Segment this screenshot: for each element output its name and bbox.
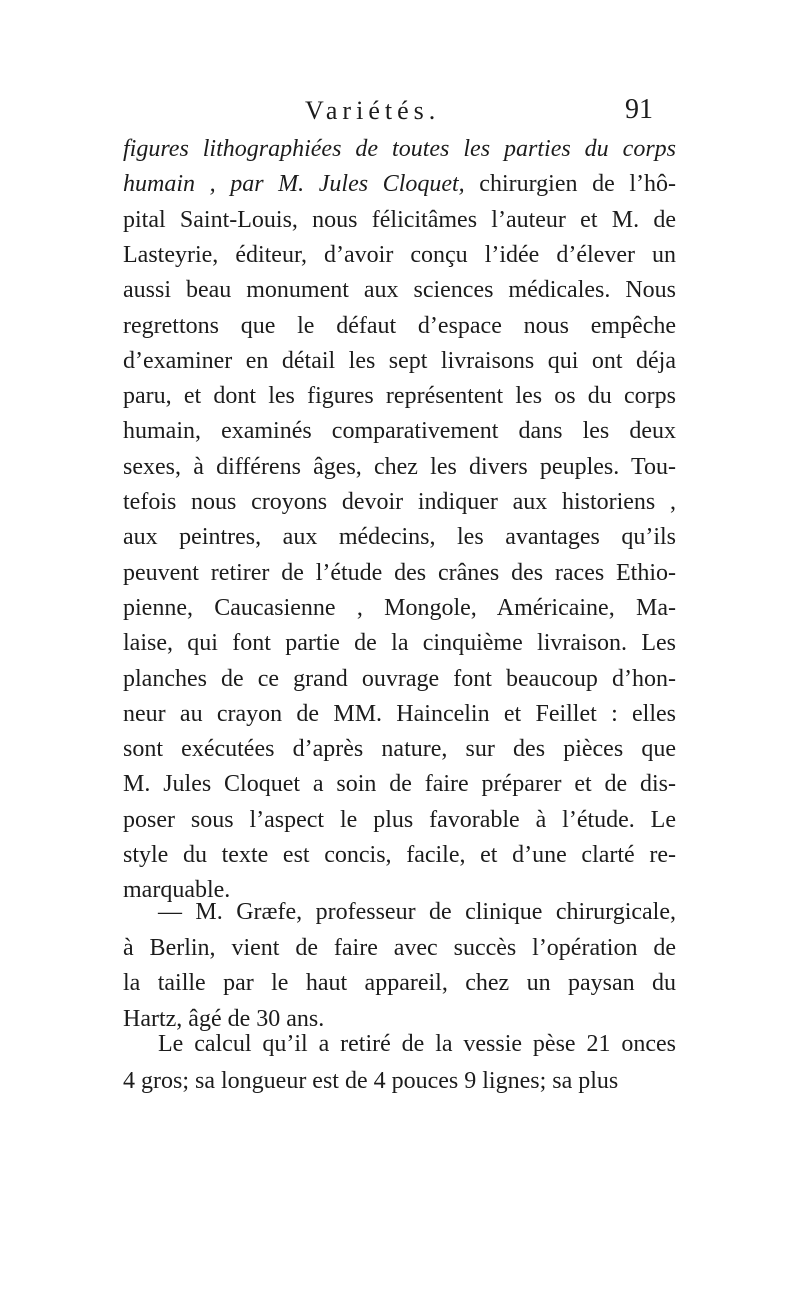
text-line: [123, 203, 676, 237]
line-text: paru, et dont les figures représentent les os du corps: [123, 383, 676, 410]
text-line: [123, 238, 676, 272]
text-line: [123, 697, 676, 731]
text-line: [123, 379, 676, 413]
text-line: Le calcul qu’il a retiré de la vessie pèse 21 onces: [158, 1031, 676, 1057]
text-line: [123, 167, 676, 201]
line-text: Lasteyrie, éditeur, d’avoir conçu l’idée d’élever un: [123, 241, 676, 268]
text-line: [123, 626, 676, 660]
line-text: pital Saint-Louis, nous félicitâmes l’auteur et M. de: [123, 206, 676, 233]
line-text: humain, examinés comparativement dans les deux: [123, 418, 676, 445]
page-number: 91: [625, 94, 653, 125]
text-line: [123, 556, 676, 590]
text-line: [123, 450, 676, 484]
text-line: [123, 520, 676, 554]
text-line: Hartz, âgé de 30 ans.: [123, 1005, 325, 1032]
text-line: [123, 485, 676, 519]
text-line: [123, 767, 676, 801]
line-text: sont exécutées d’après nature, sur des pièces que: [123, 736, 676, 763]
running-title: Variétés.: [305, 96, 441, 125]
text-line: [123, 662, 676, 696]
line-text: poser sous l’aspect le plus favorable à l’étude. Le: [123, 806, 676, 833]
line-text: marquable.: [123, 877, 231, 904]
line-text: peuvent retirer de l’étude des crânes des races Ethio-: [123, 559, 676, 586]
text-line: [123, 838, 676, 872]
text-line: [123, 273, 676, 307]
line-text: sexes, à différens âges, chez les divers peuples. Tou-: [123, 453, 676, 480]
line-text: neur au crayon de MM. Haincelin et Feillet : elles: [123, 700, 676, 727]
text-line: [123, 344, 676, 378]
line-text: regrettons que le défaut d’espace nous empêche: [123, 312, 676, 339]
line-text: tefois nous croyons devoir indiquer aux historiens ,: [123, 489, 676, 515]
text-line: 4 gros; sa longueur est de 4 pouces 9 lignes; sa plus: [123, 1068, 619, 1094]
text-line: [123, 591, 676, 625]
text-line: [123, 803, 676, 837]
text-line: — M. Græfe, professeur de clinique chirurgicale,: [158, 899, 676, 925]
line-text: aux peintres, aux médecins, les avantages qu’ils: [123, 524, 676, 551]
text-line: [123, 414, 676, 448]
italic-title-fragment: figures lithographiées de toutes les parties du corps: [123, 136, 676, 162]
line-text: chirurgien de l’hô-: [464, 171, 677, 198]
italic-title-fragment: humain , par M. Jules Cloquet,: [123, 171, 465, 198]
text-line: la taille par le haut appareil, chez un paysan du: [123, 970, 676, 996]
line-text: d’examiner en détail les sept livraisons qui ont déja: [123, 347, 676, 374]
line-text: style du texte est concis, facile, et d’une clarté re-: [123, 842, 676, 868]
line-text: M. Jules Cloquet a soin de faire préparer et de dis-: [123, 771, 676, 798]
text-line: [123, 309, 676, 343]
text-line: [123, 732, 676, 766]
line-text: pienne, Caucasienne , Mongole, Américaine, Ma-: [123, 594, 676, 621]
text-line: à Berlin, vient de faire avec succès l’opération de: [123, 934, 676, 961]
line-text: planches de ce grand ouvrage font beaucoup d’hon-: [123, 665, 676, 692]
line-text: laise, qui font partie de la cinquième livraison. Les: [123, 630, 676, 657]
line-text: aussi beau monument aux sciences médicales. Nous: [123, 277, 676, 304]
text-line: [123, 132, 676, 166]
